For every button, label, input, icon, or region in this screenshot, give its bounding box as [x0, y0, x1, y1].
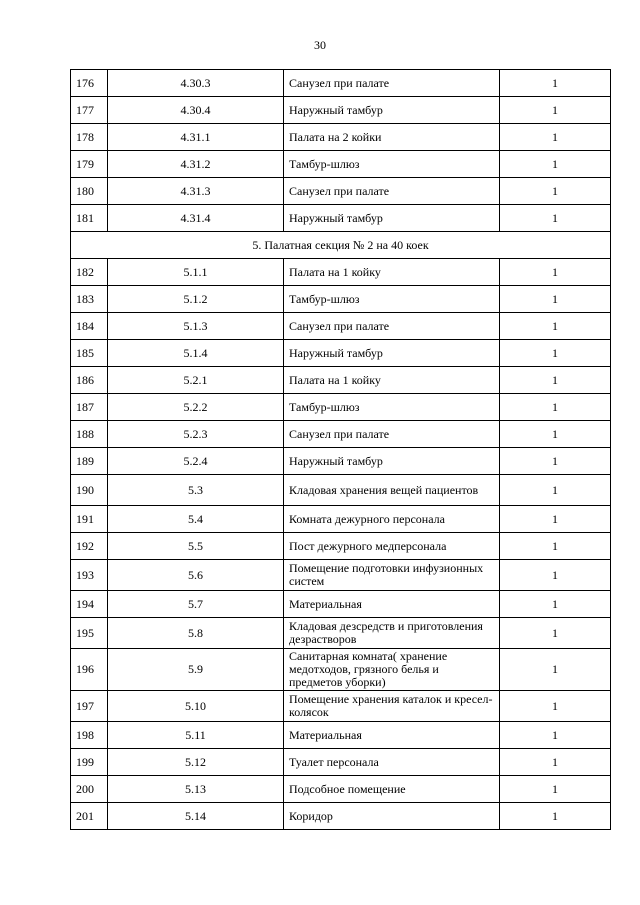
table-row [71, 691, 611, 722]
row-number: 180 [71, 178, 108, 205]
table-row [71, 421, 611, 448]
table-row [71, 205, 611, 232]
room-code: 5.9 [108, 649, 284, 691]
room-quantity: 1 [500, 340, 611, 367]
room-name: Материальная [284, 722, 500, 749]
section-header-row [71, 232, 611, 259]
room-quantity: 1 [500, 178, 611, 205]
room-name: Санузел при палате [284, 178, 500, 205]
table-row [71, 776, 611, 803]
room-quantity: 1 [500, 506, 611, 533]
table-row [71, 178, 611, 205]
room-quantity: 1 [500, 475, 611, 506]
room-quantity: 1 [500, 259, 611, 286]
table-row [71, 367, 611, 394]
table-row [71, 475, 611, 506]
room-code: 5.2.1 [108, 367, 284, 394]
row-number: 187 [71, 394, 108, 421]
table-row [71, 618, 611, 649]
room-quantity: 1 [500, 691, 611, 722]
room-name: Санузел при палате [284, 70, 500, 97]
row-number: 194 [71, 591, 108, 618]
table-row [71, 533, 611, 560]
room-name: Тамбур-шлюз [284, 394, 500, 421]
room-name: Наружный тамбур [284, 205, 500, 232]
room-name: Кладовая хранения вещей пациентов [284, 475, 500, 506]
room-code: 5.3 [108, 475, 284, 506]
room-quantity: 1 [500, 618, 611, 649]
room-code: 4.31.3 [108, 178, 284, 205]
table-row [71, 506, 611, 533]
room-name: Подсобное помещение [284, 776, 500, 803]
row-number: 199 [71, 749, 108, 776]
table-row [71, 124, 611, 151]
room-code: 5.1.1 [108, 259, 284, 286]
room-quantity: 1 [500, 803, 611, 830]
room-code: 5.1.2 [108, 286, 284, 313]
room-name: Тамбур-шлюз [284, 151, 500, 178]
row-number: 193 [71, 560, 108, 591]
room-code: 4.30.3 [108, 70, 284, 97]
room-code: 5.5 [108, 533, 284, 560]
room-quantity: 1 [500, 448, 611, 475]
room-name: Санузел при палате [284, 421, 500, 448]
table-row [71, 259, 611, 286]
table-row [71, 749, 611, 776]
room-code: 5.11 [108, 722, 284, 749]
table-row [71, 803, 611, 830]
page-number: 30 [314, 38, 326, 52]
room-code: 4.31.1 [108, 124, 284, 151]
room-code: 4.30.4 [108, 97, 284, 124]
room-quantity: 1 [500, 560, 611, 591]
row-number: 195 [71, 618, 108, 649]
room-code: 5.6 [108, 560, 284, 591]
room-quantity: 1 [500, 776, 611, 803]
row-number: 182 [71, 259, 108, 286]
room-code: 4.31.4 [108, 205, 284, 232]
table-row [71, 722, 611, 749]
row-number: 190 [71, 475, 108, 506]
section-title: 5. Палатная секция № 2 на 40 коек [71, 232, 611, 259]
row-number: 188 [71, 421, 108, 448]
room-quantity: 1 [500, 97, 611, 124]
room-code: 5.13 [108, 776, 284, 803]
row-number: 178 [71, 124, 108, 151]
table-row [71, 448, 611, 475]
room-name: Туалет персонала [284, 749, 500, 776]
room-name: Коридор [284, 803, 500, 830]
room-code: 5.2.2 [108, 394, 284, 421]
row-number: 185 [71, 340, 108, 367]
room-quantity: 1 [500, 151, 611, 178]
row-number: 179 [71, 151, 108, 178]
room-name: Тамбур-шлюз [284, 286, 500, 313]
room-code: 5.2.4 [108, 448, 284, 475]
room-quantity: 1 [500, 591, 611, 618]
row-number: 201 [71, 803, 108, 830]
room-code: 5.1.4 [108, 340, 284, 367]
room-code: 4.31.2 [108, 151, 284, 178]
room-quantity: 1 [500, 533, 611, 560]
table-row [71, 151, 611, 178]
row-number: 176 [71, 70, 108, 97]
room-quantity: 1 [500, 421, 611, 448]
row-number: 192 [71, 533, 108, 560]
table-row [71, 313, 611, 340]
room-name: Наружный тамбур [284, 97, 500, 124]
row-number: 184 [71, 313, 108, 340]
room-quantity: 1 [500, 205, 611, 232]
room-quantity: 1 [500, 124, 611, 151]
room-name: Пост дежурного медперсонала [284, 533, 500, 560]
room-quantity: 1 [500, 286, 611, 313]
room-quantity: 1 [500, 313, 611, 340]
row-number: 200 [71, 776, 108, 803]
rooms-table [70, 69, 611, 830]
room-code: 5.2.3 [108, 421, 284, 448]
room-name: Палата на 1 койку [284, 259, 500, 286]
table-row [71, 286, 611, 313]
room-code: 5.12 [108, 749, 284, 776]
row-number: 196 [71, 649, 108, 691]
row-number: 197 [71, 691, 108, 722]
row-number: 198 [71, 722, 108, 749]
room-code: 5.14 [108, 803, 284, 830]
room-code: 5.4 [108, 506, 284, 533]
room-name: Комната дежурного персонала [284, 506, 500, 533]
room-code: 5.8 [108, 618, 284, 649]
room-code: 5.1.3 [108, 313, 284, 340]
room-name: Кладовая дезсредств и приготовления дезрастворов [284, 618, 500, 649]
room-quantity: 1 [500, 649, 611, 691]
room-name: Санузел при палате [284, 313, 500, 340]
room-quantity: 1 [500, 749, 611, 776]
room-name: Палата на 2 койки [284, 124, 500, 151]
row-number: 186 [71, 367, 108, 394]
room-code: 5.10 [108, 691, 284, 722]
room-quantity: 1 [500, 722, 611, 749]
room-name: Санитарная комната( хранение медотходов, грязного белья и предметов уборки) [284, 649, 500, 691]
room-name: Наружный тамбур [284, 340, 500, 367]
room-quantity: 1 [500, 367, 611, 394]
table-row [71, 70, 611, 97]
room-code: 5.7 [108, 591, 284, 618]
room-name: Наружный тамбур [284, 448, 500, 475]
table-row [71, 649, 611, 691]
row-number: 189 [71, 448, 108, 475]
room-quantity: 1 [500, 70, 611, 97]
row-number: 181 [71, 205, 108, 232]
row-number: 177 [71, 97, 108, 124]
room-quantity: 1 [500, 394, 611, 421]
table-row [71, 394, 611, 421]
room-name: Помещение подготовки инфузионных систем [284, 560, 500, 591]
table-row [71, 560, 611, 591]
room-name: Палата на 1 койку [284, 367, 500, 394]
room-name: Материальная [284, 591, 500, 618]
table-row [71, 97, 611, 124]
table-row [71, 340, 611, 367]
row-number: 191 [71, 506, 108, 533]
room-name: Помещение хранения каталок и кресел-колясок [284, 691, 500, 722]
table-row [71, 591, 611, 618]
row-number: 183 [71, 286, 108, 313]
